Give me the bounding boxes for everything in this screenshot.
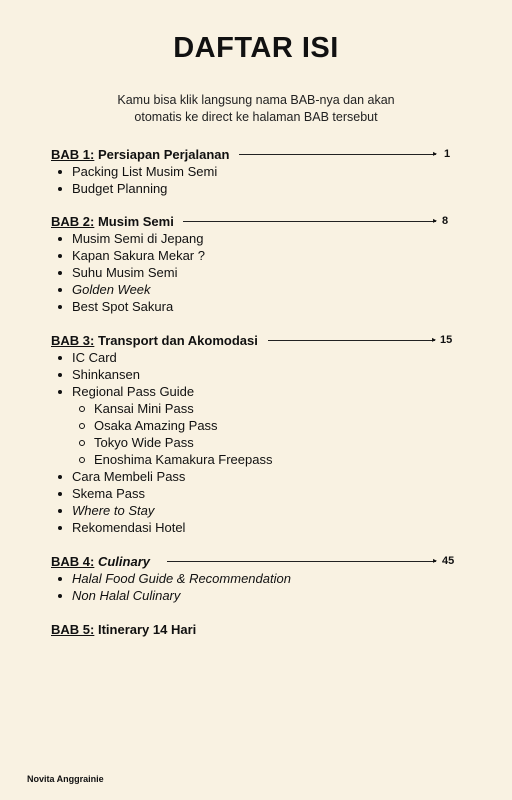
chapter-2-number: BAB 2: xyxy=(51,214,95,229)
chapter-3 xyxy=(51,332,461,536)
chapter-2-page-number: 8 xyxy=(442,215,449,227)
chapter-5-number: BAB 5: xyxy=(51,622,95,637)
list-item: Rekomendasi Hotel xyxy=(51,519,461,536)
chapter-3-title: Transport dan Akomodasi xyxy=(97,333,258,348)
list-item: Packing List Musim Semi xyxy=(51,163,461,180)
chapter-3-page-number: 15 xyxy=(440,334,453,346)
list-item: Skema Pass xyxy=(51,485,461,502)
sub-list-item: Osaka Amazing Pass xyxy=(51,417,461,434)
instruction-line-1: Kamu bisa klik langsung nama BAB-nya dan akan xyxy=(117,93,395,107)
chapter-1-leader-arrow: ▸ xyxy=(239,146,441,163)
chapter-5-link[interactable] xyxy=(51,621,461,638)
instruction-line-2: otomatis ke direct ke halaman BAB tersebut xyxy=(134,110,378,124)
list-item: Non Halal Culinary xyxy=(51,587,461,604)
list-item: Best Spot Sakura xyxy=(51,298,461,315)
sub-list-item: Kansai Mini Pass xyxy=(51,400,461,417)
chapter-4-page-number: 45 xyxy=(442,555,455,567)
chapter-2-leader-arrow: ▸ xyxy=(183,213,441,230)
list-item: Halal Food Guide & Recommendation xyxy=(51,570,461,587)
instruction-text xyxy=(60,92,452,126)
chapter-2 xyxy=(51,213,461,315)
chapter-3-leader-arrow: ▸ xyxy=(268,332,440,349)
list-item: Regional Pass Guide xyxy=(51,383,461,400)
list-item: Budget Planning xyxy=(51,180,461,197)
chapter-2-title: Musim Semi xyxy=(97,214,174,229)
chapter-3-number: BAB 3: xyxy=(51,333,95,348)
chapter-4 xyxy=(51,553,461,604)
sub-list-item: Enoshima Kamakura Freepass xyxy=(51,451,461,468)
chapter-3-link[interactable] xyxy=(51,332,461,349)
chapter-4-number: BAB 4: xyxy=(51,554,95,569)
chapter-1-number: BAB 1: xyxy=(51,147,95,162)
list-item: Suhu Musim Semi xyxy=(51,264,461,281)
chapter-1-page-number: 1 xyxy=(444,148,451,160)
chapter-1 xyxy=(51,146,461,197)
sub-list-item: Tokyo Wide Pass xyxy=(51,434,461,451)
chapter-4-leader-arrow: ▸ xyxy=(167,553,441,570)
list-item: Golden Week xyxy=(51,281,461,298)
chapter-5 xyxy=(51,621,461,638)
list-item: Shinkansen xyxy=(51,366,461,383)
list-item: Musim Semi di Jepang xyxy=(51,230,461,247)
chapter-5-title: Itinerary 14 Hari xyxy=(97,622,197,637)
chapter-1-link[interactable] xyxy=(51,146,461,163)
chapter-4-link[interactable] xyxy=(51,553,461,570)
list-item: IC Card xyxy=(51,349,461,366)
chapter-1-topic-list xyxy=(51,163,461,197)
list-item: Where to Stay xyxy=(51,502,461,519)
chapter-4-title: Culinary xyxy=(97,554,150,569)
author-name: Novita Anggrainie xyxy=(27,774,104,784)
page-title: DAFTAR ISI xyxy=(173,32,339,64)
chapter-3-topic-list xyxy=(51,349,461,536)
chapter-2-link[interactable] xyxy=(51,213,461,230)
chapter-4-topic-list xyxy=(51,570,461,604)
chapter-1-title: Persiapan Perjalanan xyxy=(97,147,230,162)
list-item: Cara Membeli Pass xyxy=(51,468,461,485)
list-item: Kapan Sakura Mekar ? xyxy=(51,247,461,264)
chapter-2-topic-list xyxy=(51,230,461,315)
